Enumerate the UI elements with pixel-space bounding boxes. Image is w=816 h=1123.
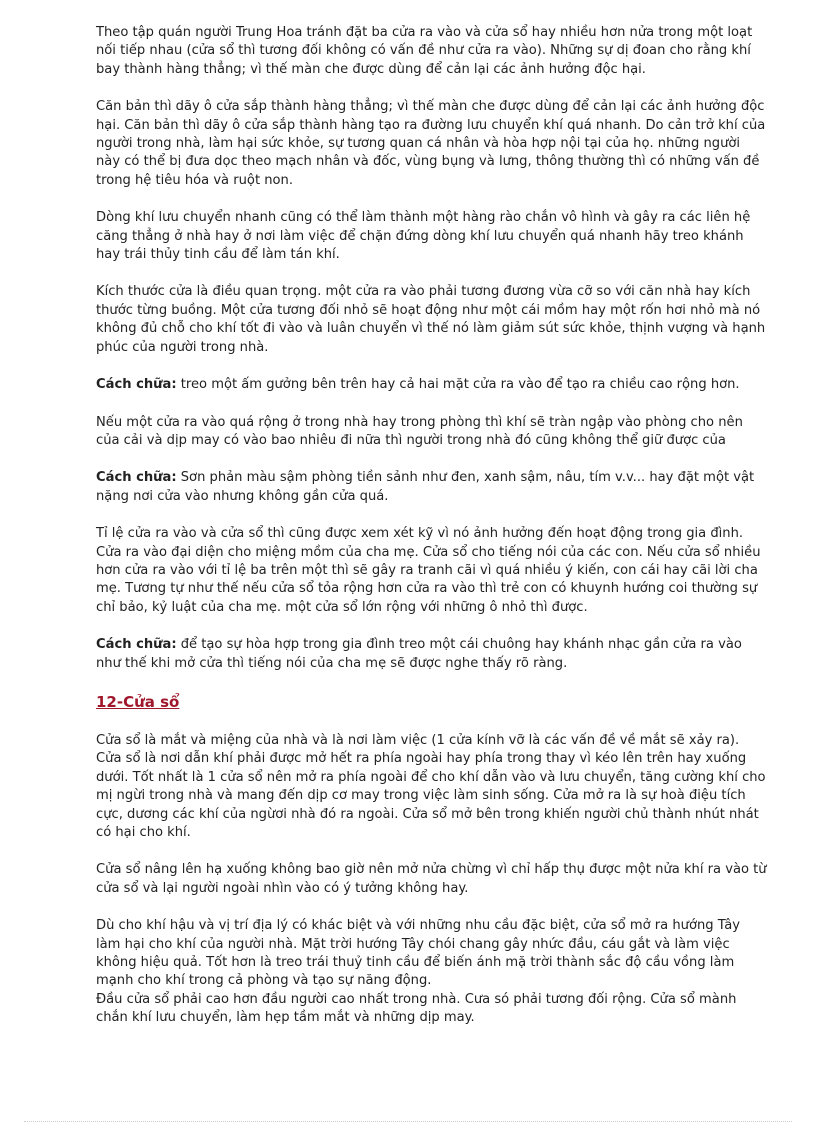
- paragraph-large-door: Nếu một cửa ra vào quá rộng ở trong nhà hay trong phòng thì khí sẽ tràn ngập vào phòng cho nên của cải và dịp may có vào bao nhiêu đi nữa thì người trong nhà đó cũng không thể giữ được của: [96, 414, 743, 448]
- paragraph-straight-line-doors: Theo tập quán người Trung Hoa tránh đặt ba cửa ra vào và cửa sổ hay nhiều hơn nửa trong một loạt nối tiếp nhau (cửa sổ thì tương đối không có vấn đề như cửa ra vào). Những sự dị đoan cho rằng khí bay thành hàng thẳng; vì thế màn che được dùng để cản lại các ảnh hưởng độc hại.: [96, 25, 753, 77]
- paragraph-window-height: Đầu cửa sổ phải cao hơn đầu người cao nhất trong nhà. Cưa só phải tương đối rộng. Cửa sổ mành chắn khí lưu chuyển, làm hẹp tầm mắt và những dịp may.: [96, 991, 737, 1026]
- paragraph-west-facing-windows: Dù cho khí hậu và vị trí địa lý có khác biệt và với những nhu cầu đặc biệt, cửa sổ mở ra hướng Tây làm hại cho khí của người nhà. Mặt trời hướng Tây chói chang gây nhức đầu, cáu gắt và làm việc không hiệu quả. Tốt hơn là treo trái thuỷ tinh cầu để biến ánh mặ trời thành sắc độ cầu vồng làm mạnh cho khí trong cả phòng và tạo sự năng động.: [96, 918, 740, 989]
- remedy-door-window-ratio: [96, 636, 768, 673]
- document-body: [96, 24, 768, 1028]
- remedy-large-door: [96, 469, 768, 506]
- remedy-small-door: [96, 376, 768, 394]
- section-heading-windows: 12-Cửa sổ: [96, 692, 180, 711]
- paragraph-fast-qi-flow: Dòng khí lưu chuyển nhanh cũng có thể làm thành một hàng rào chắn vô hình và gây ra các liên hệ căng thẳng ở nhà hay ở nơi làm việc để chặn đứng dòng khí lưu chuyển quá nhanh hãy treo khánh hay trái thủy tinh cầu để làm tán khí.: [96, 210, 751, 263]
- paragraph-sash-windows: Cửa sổ nâng lên hạ xuống không bao giờ nên mở nửa chừng vì chỉ hấp thụ được một nửa khí ra vào từ cửa sổ và lại người ngoài nhìn vào có ý tưởng không hay.: [96, 862, 767, 896]
- paragraph-door-window-ratio: Tỉ lệ cửa ra vào và cửa sổ thì cũng được xem xét kỹ vì nó ảnh hưởng đến hoạt động trong gia đình. Cửa ra vào đại diện cho miệng mồm của cha mẹ. Cửa sổ cho tiếng nói của các con. Nếu cửa sổ nhiều hơn cửa ra vào với tỉ lệ ba trên một thì sẽ gây ra tranh cãi vì quá nhiều ý kiến, con cái hay cãi lời cha mẹ. Tương tự như thế nếu cửa sổ tỏa rộng hơn cửa ra vào thì trẻ con có khuynh hướng coi thường sự chỉ bảo, kỷ luật của cha mẹ. một cửa sổ lớn rộng với những ô nhỏ thì được.: [96, 526, 761, 615]
- paragraph-door-alignment: Căn bản thì dãy ô cửa sắp thành hàng thẳng; vì thế màn che được dùng để cản lại các ảnh hưởng độc hại. Căn bản thì dãy ô cửa sắp thành hàng tạo ra đường lưu chuyển khí quá nhanh. Do cản trở khí của người trong nhà, làm hại sức khỏe, sự tương quan cá nhân và hòa hợp nội tại của họ. những người này có thể bị đưa dọc theo mạch nhân và đốc, vùng bụng và lưng, thông thường thì có những vấn đề trong hệ tiêu hóa và ruột non.: [96, 99, 766, 188]
- remedy-label: Cách chữa:: [96, 470, 177, 486]
- remedy-label: Cách chữa:: [96, 637, 177, 653]
- paragraph-door-size: Kích thước cửa là điều quan trọng. một cửa ra vào phải tương đương vừa cỡ so với căn nhà hay kích thước từng buồng. Một cửa tương đối nhỏ sẽ hoạt động như một cái mồm hay một rốn hơi nhỏ mà nó không đủ chỗ cho khí tốt đi vào và luân chuyển vì thế nó làm giảm sút sức khỏe, thịnh vượng và hạnh phúc của người trong nhà.: [96, 284, 766, 355]
- page-bottom-divider: [24, 1121, 792, 1122]
- remedy-text: treo một ấm gưởng bên trên hay cả hai mặt cửa ra vào để tạo ra chiều cao rộng hơn.: [176, 377, 740, 393]
- paragraph-windows-eyes-mouth: Cửa sổ là mắt và miệng của nhà và là nơi làm việc (1 cửa kính vỡ là các vấn đề về mắt sẽ xảy ra). Cửa sổ là nơi dẫn khí phải được mở hết ra phía ngoài hay phía trong thay vì kéo lên trên hay xuống dưới. Tốt nhất là 1 cửa sổ nên mở ra phía ngoài để cho khí dẫn vào và lưu chuyển, tăng cường khí cho mị ngừi trong nhà và mang đến dịp cơ may trong việc làm sinh sống. Cửa mở ra là sự hoà điệu tích cực, dương các khí của ngừơi nhà đó ra ngoài. Cửa sổ mở bên trong khiến người chủ thành nhút nhát có hại cho khí.: [96, 732, 766, 840]
- remedy-label: Cách chữa:: [96, 377, 177, 393]
- remedy-text: Sơn phản màu sậm phòng tiền sảnh như đen, xanh sậm, nâu, tím v.v... hay đặt một vật nặng nơi cửa vào nhưng không gần cửa quá.: [96, 470, 755, 504]
- remedy-text: để tạo sự hòa hợp trong gia đình treo một cái chuông hay khánh nhạc gần cửa ra vào như thế khi mở cửa thì tiếng nói của cha mẹ sẽ được nghe thấy rõ ràng.: [96, 637, 742, 671]
